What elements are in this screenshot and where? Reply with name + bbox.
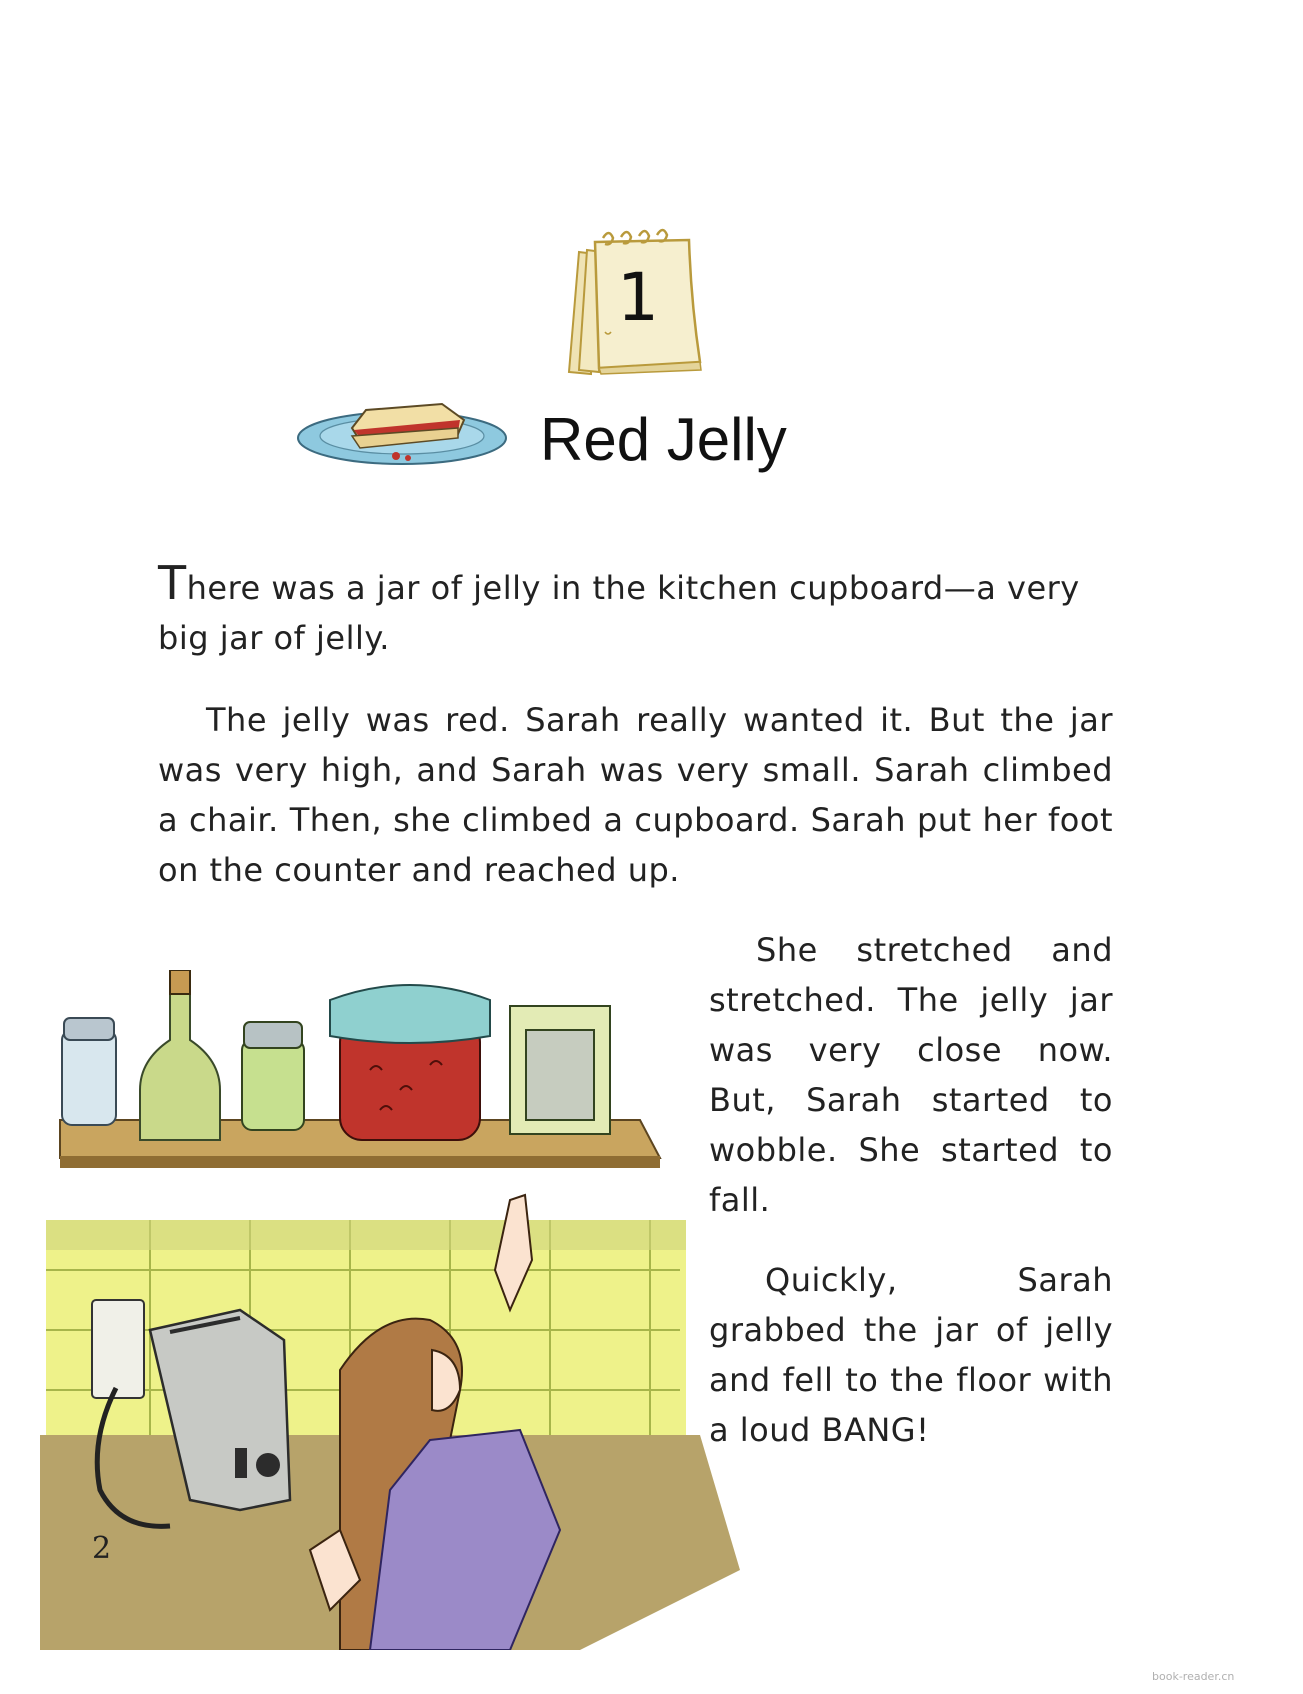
sandwich-plate-icon bbox=[292, 390, 517, 470]
paragraph-1-text: here was a jar of jelly in the kitchen cupboard—a very big jar of jelly. bbox=[158, 569, 1080, 657]
paragraph-3: She stretched and stretched. The jelly jar was very close now. But, Sarah started to wobble. She started to fall. bbox=[709, 931, 1113, 1219]
drop-cap: T bbox=[158, 556, 187, 610]
chapter-number: 1 bbox=[617, 259, 659, 336]
paragraph-4: Quickly, Sarah grabbed the jar of jelly and fell to the floor with a loud BANG! bbox=[709, 1261, 1113, 1449]
paragraph-1 bbox=[158, 556, 1113, 663]
kitchen-illustration bbox=[40, 970, 740, 1650]
page-number: 2 bbox=[92, 1531, 112, 1566]
watermark: book-reader.cn bbox=[1152, 1670, 1235, 1683]
chapter-title: Red Jelly bbox=[540, 406, 787, 473]
paragraph-2: The jelly was red. Sarah really wanted it. But the jar was very high, and Sarah was very small. Sarah climbed a chair. Then, she climbed a cupboard. Sarah put her foot on the counter and reached up. bbox=[158, 701, 1113, 889]
